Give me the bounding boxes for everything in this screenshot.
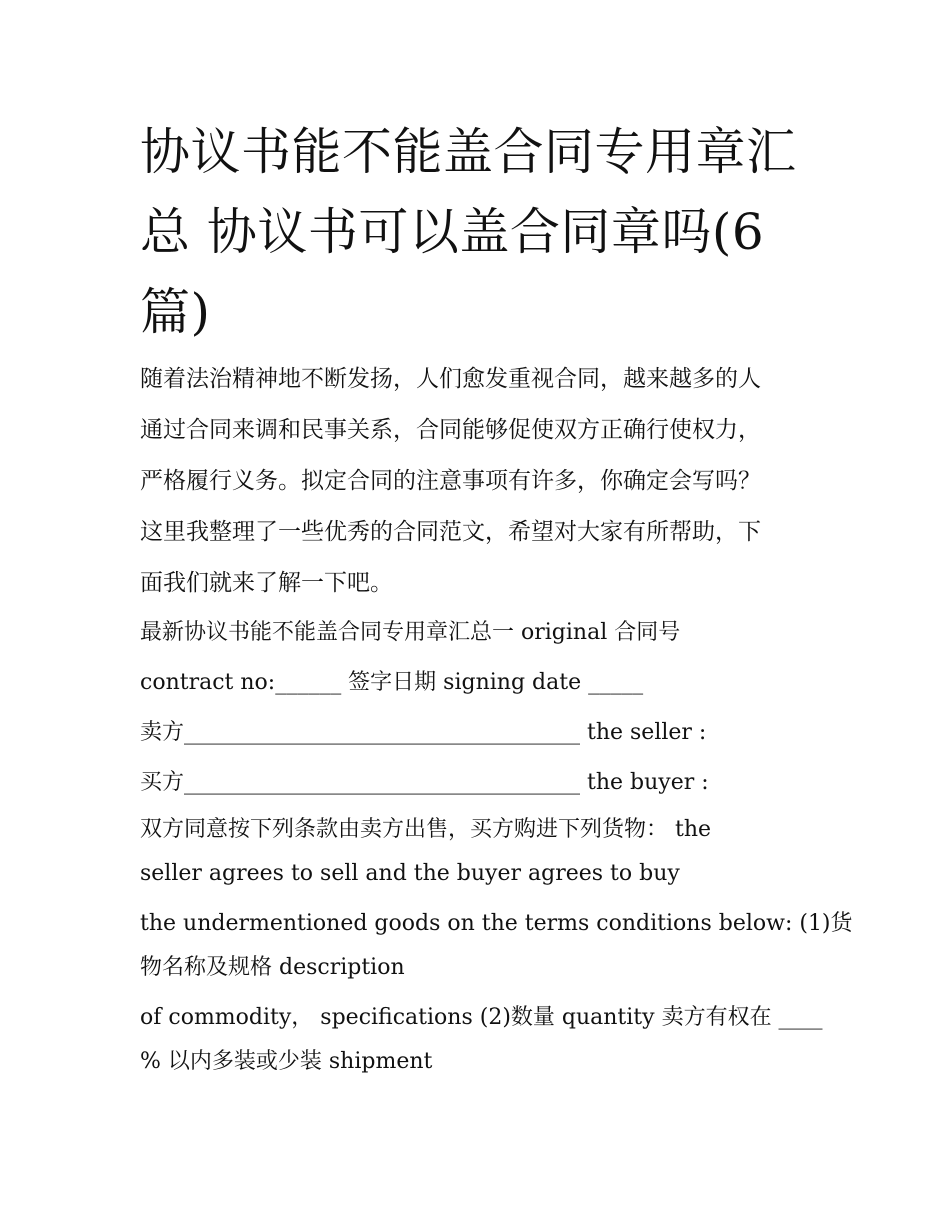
contract-line-10: % 以内多装或少装 shipment [140,1049,433,1074]
title-line-3: 篇) [140,283,211,341]
contract-line-5: 双方同意按下列条款由卖方出售，买方购进下列货物： the [140,817,712,842]
title-line-2: 总 协议书可以盖合同章吗(6 [140,203,765,261]
intro-paragraph [140,354,820,609]
contract-body [140,608,853,1084]
contract-line-9: of commodity， specifications (2)数量 quantity 卖方有权在 ____ [140,1005,823,1030]
intro-line-1: 随着法治精神地不断发扬，人们愈发重视合同，越来越多的人 [140,366,761,392]
document-title [140,112,820,352]
contract-line-8: 物名称及规格 description [140,955,405,980]
contract-line-2: contract no:______ 签字日期 signing date _____ [140,670,644,695]
contract-line-3: 卖方____________________________________ the seller : [140,720,707,745]
contract-line-1: 最新协议书能不能盖合同专用章汇总一 original 合同号 [140,620,681,645]
intro-line-5: 面我们就来了解一下吧。 [140,570,393,596]
intro-line-2: 通过合同来调和民事关系，合同能够促使双方正确行使权力， [140,417,761,443]
title-line-1: 协议书能不能盖合同专用章汇 [140,123,797,181]
contract-line-7: the undermentioned goods on the terms conditions below: (1)货 [140,911,853,936]
intro-line-3: 严格履行义务。拟定合同的注意事项有许多，你确定会写吗？ [140,468,761,494]
contract-line-6: seller agrees to sell and the buyer agrees to buy [140,861,680,886]
contract-line-4: 买方____________________________________ the buyer : [140,770,709,795]
intro-line-4: 这里我整理了一些优秀的合同范文，希望对大家有所帮助，下 [140,519,761,545]
